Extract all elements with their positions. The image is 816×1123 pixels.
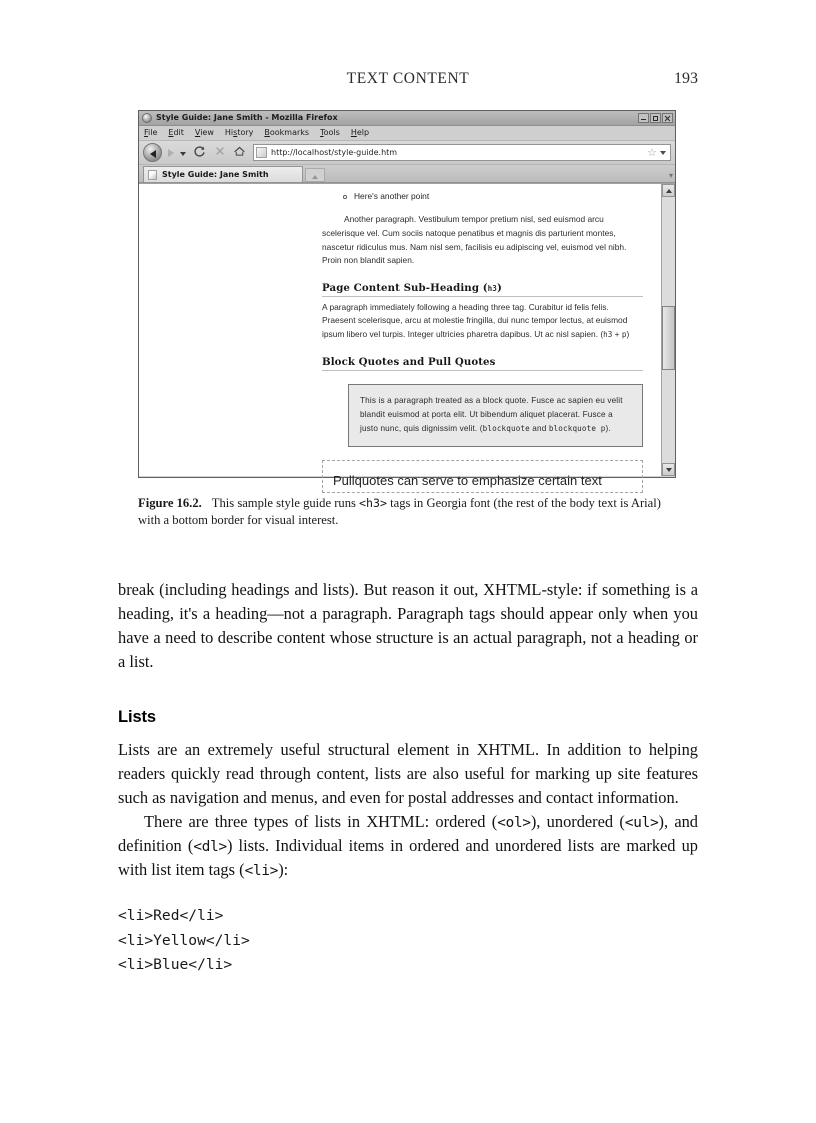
web-pullquote	[322, 460, 643, 494]
figure-caption-text-after: tags in Georgia font (the rest of the body text is Arial) with a bottom border for visual interest.	[138, 496, 661, 527]
rendered-web-page	[139, 184, 661, 488]
web-blockquote	[348, 384, 643, 447]
web-paragraph-2-tag-b: p	[621, 330, 627, 339]
web-paragraph-2-plus: +	[612, 329, 622, 339]
web-subheading-text: Page Content Sub-Heading (	[322, 281, 488, 294]
browser-titlebar	[139, 111, 675, 126]
site-favicon-icon	[256, 147, 267, 158]
menu-view[interactable]: View	[194, 128, 214, 137]
code-line: <li>Blue</li>	[118, 956, 233, 974]
code-line: <li>Red</li>	[118, 907, 224, 925]
figure-caption-code: <h3>	[359, 496, 387, 510]
tab-style-guide[interactable]	[143, 166, 303, 182]
code-ol: <ol>	[497, 815, 531, 832]
web-blockquote-text: This is a paragraph treated as a block quote. Fusce ac sapien eu velit blandit euismod at porta elit. Ut bibendum aliquet placerat. Fusce a justo nunc, quis dignissim velit. (	[360, 395, 623, 434]
stop-icon	[211, 144, 228, 161]
list-item: Here's another point	[354, 191, 643, 202]
vertical-scrollbar[interactable]	[661, 184, 675, 476]
minimize-button[interactable]	[638, 113, 649, 123]
scrollbar-thumb[interactable]	[662, 306, 675, 370]
menu-file[interactable]: File	[144, 128, 158, 137]
window-controls	[638, 113, 673, 123]
bookmark-star-icon[interactable]: ☆	[647, 146, 657, 159]
page-title: TEXT CONTENT	[346, 70, 470, 87]
url-text: http://localhost/style-guide.htm	[271, 147, 398, 157]
web-paragraph-2	[322, 301, 643, 342]
figure-caption-label: Figure 16.2.	[138, 496, 202, 510]
home-icon[interactable]	[231, 144, 248, 161]
code-example-block	[118, 904, 698, 978]
browser-menubar	[139, 126, 675, 141]
web-blockquote-tag-a: blockquote	[482, 424, 530, 434]
list-types-part-1: There are three types of lists in XHTML: ordered (	[144, 812, 498, 832]
tab-list-icon[interactable]: ▾	[668, 171, 673, 180]
scroll-up-button[interactable]	[662, 184, 675, 197]
menu-history[interactable]: History	[224, 128, 254, 137]
browser-navigation-toolbar	[139, 141, 675, 165]
firefox-browser-window	[138, 110, 676, 488]
list-types-part-2: ), unordered (	[530, 812, 625, 832]
code-ul: <ul>	[624, 815, 659, 832]
web-paragraph-1: Another paragraph. Vestibulum tempor pretium nisl, sed euismod arcu scelerisque vel. Cum sociis natoque penatibus et magnis dis parturient montes, nascetur ridiculus mus. Nam nisl sem, facilisis eu adipiscing vel, euismod vel nibh. Proin non blandit sapien.	[322, 214, 627, 266]
code-li: <li>	[244, 863, 279, 880]
code-line: <li>Yellow</li>	[118, 931, 250, 949]
web-blockquote-tag-b: blockquote p	[548, 424, 606, 434]
maximize-button[interactable]	[650, 113, 661, 123]
menu-view-rest: iew	[200, 128, 214, 137]
menu-tools[interactable]: Tools	[320, 128, 340, 137]
paragraph-list-types	[118, 810, 698, 882]
web-subheading-close: )	[496, 281, 502, 294]
browser-tabbar	[139, 165, 675, 183]
figure-16-2	[138, 110, 676, 488]
code-dl: <dl>	[193, 839, 227, 856]
web-paragraph-2-tag-a: h3	[603, 330, 613, 339]
figure-caption-text-before: This sample style guide runs	[211, 496, 360, 510]
web-subheading-tag: h3	[487, 283, 497, 293]
firefox-logo-icon	[142, 113, 152, 123]
address-bar[interactable]	[253, 144, 671, 161]
scroll-down-button[interactable]	[662, 463, 675, 476]
paragraph-lists-intro: Lists are an extremely useful structural element in XHTML. In addition to helping readers quickly read through content, lists are also useful for marking up site features such as navigation and menus, and even for postal addresses and contact information.	[118, 740, 698, 808]
web-pullquote-text: Pullquotes can serve to emphasize certain text	[333, 472, 602, 488]
browser-viewport	[139, 183, 675, 488]
close-button[interactable]	[662, 113, 673, 123]
web-paragraph-2-text: A paragraph immediately following a heading three tag. Curabitur id felis felis. Praesent scelerisque, arcu at molestie fringilla, dui nunc tempor lectus, at euismod ipsum libero vel turpis. Integer ultricies pharetra dapibus. Ut ac nisl sapien. (	[322, 301, 628, 339]
menu-edit[interactable]: Edit	[168, 128, 184, 137]
chevron-down-icon[interactable]	[179, 145, 187, 161]
tab-favicon-icon	[148, 170, 157, 180]
web-subheading-h3	[322, 282, 643, 297]
menu-bookmarks[interactable]: Bookmarks	[264, 128, 310, 137]
section-heading-lists: Lists	[118, 708, 157, 727]
web-blockquote-and: and	[529, 424, 549, 434]
figure-caption	[138, 495, 683, 528]
page-number: 193	[674, 70, 698, 87]
body-column	[118, 578, 698, 978]
web-paragraph-2-close: )	[626, 329, 630, 339]
window-title: Style Guide: Jane Smith - Mozilla Firefox	[156, 113, 338, 122]
list-types-part-4: ) lists. Individual items in ordered and unordered lists are marked up with list item tags (	[118, 836, 698, 880]
new-tab-button[interactable]	[305, 168, 325, 182]
list-types-part-5: ):	[278, 860, 289, 880]
reload-icon[interactable]	[191, 144, 208, 161]
tab-title: Style Guide: Jane Smith	[162, 169, 269, 179]
web-blockquote-close: ).	[605, 424, 611, 434]
list-types-part-3: ), and definition (	[118, 812, 698, 856]
menu-edit-rest: dit	[173, 128, 184, 137]
menu-file-rest: ile	[148, 128, 158, 137]
menu-help[interactable]: Help	[350, 128, 370, 137]
forward-icon	[163, 145, 179, 161]
web-blockquote-paragraph	[360, 394, 631, 437]
address-dropdown-icon[interactable]	[660, 151, 666, 155]
web-subheading-blockquotes: Block Quotes and Pull Quotes	[322, 356, 643, 371]
back-icon[interactable]	[143, 143, 162, 162]
running-head	[118, 70, 698, 92]
paragraph-continued: break (including headings and lists). But reason it out, XHTML-style: if something is a heading, it's a heading—not a paragraph. Paragraph tags should appear only when you have a need to describe content whose structure is an actual paragraph, not a heading or a list.	[118, 580, 698, 672]
